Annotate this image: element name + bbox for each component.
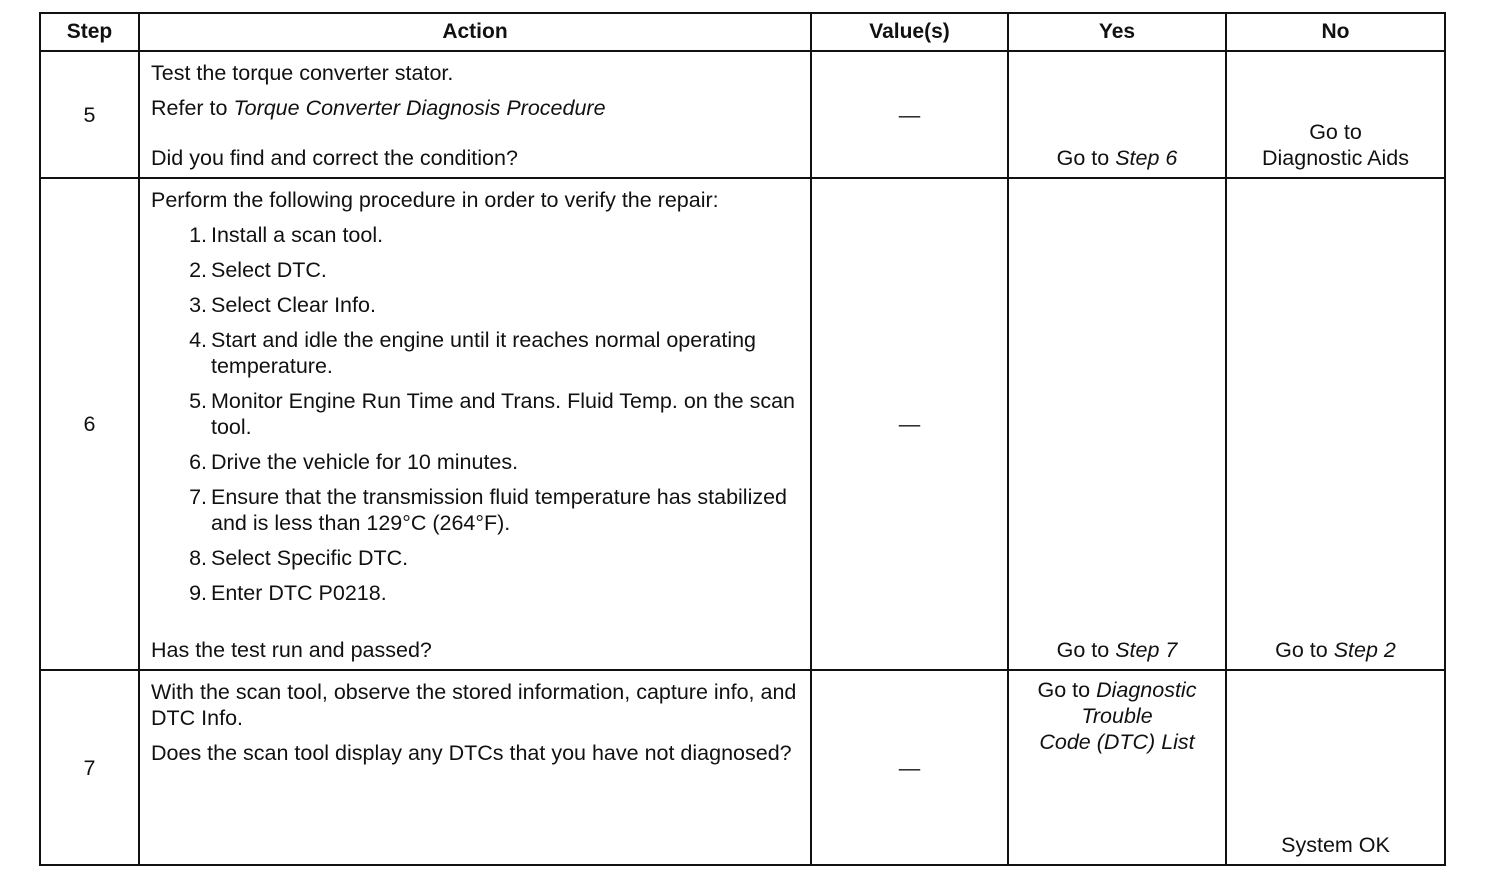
header-step: Step <box>40 13 139 51</box>
no-result: System OK <box>1281 833 1390 857</box>
no-result: Go to Step 2 <box>1275 638 1396 662</box>
no-cell <box>1226 51 1445 178</box>
step-number: 7 <box>40 670 139 865</box>
yes-cell <box>1008 670 1226 865</box>
yes-step-ref: Step 7 <box>1115 638 1178 662</box>
header-yes: Yes <box>1008 13 1226 51</box>
yes-cell <box>1008 178 1226 670</box>
header-row <box>40 13 1445 51</box>
list-item: 5. Monitor Engine Run Time and Trans. Fluid Temp. on the scan tool. <box>189 389 795 439</box>
action-cell <box>139 178 811 670</box>
action-reference: Refer to Torque Converter Diagnosis Procedure <box>151 96 606 120</box>
diagnostic-table <box>39 12 1446 866</box>
no-cell <box>1226 670 1445 865</box>
action-cell <box>139 670 811 865</box>
step-number: 5 <box>40 51 139 178</box>
yes-result: Go to Step 7 <box>1056 638 1178 662</box>
value-cell: — <box>811 670 1008 865</box>
table-row-step-5 <box>40 51 1445 178</box>
action-text: Perform the following procedure in order to verify the repair: <box>151 188 719 212</box>
yes-result: Go to Diagnostic Trouble Code (DTC) List <box>1037 678 1197 754</box>
yes-cell <box>1008 51 1226 178</box>
table-row-step-6 <box>40 178 1445 670</box>
no-result: Go to Diagnostic Aids <box>1262 120 1409 170</box>
action-cell <box>139 51 811 178</box>
no-step-ref: Step 2 <box>1333 638 1396 662</box>
yes-step-ref: Step 6 <box>1115 146 1178 170</box>
table-row-step-7 <box>40 670 1445 865</box>
header-values: Value(s) <box>811 13 1008 51</box>
list-item: 9. Enter DTC P0218. <box>189 581 387 605</box>
step-number: 6 <box>40 178 139 670</box>
list-item: 4. Start and idle the engine until it reaches normal operating temperature. <box>189 328 757 378</box>
list-item: 2. Select DTC. <box>189 258 327 282</box>
header-no: No <box>1226 13 1445 51</box>
reference-link: Torque Converter Diagnosis Procedure <box>233 96 606 120</box>
list-item: 7. Ensure that the transmission fluid temperature has stabilized and is less than 129°C (264°F). <box>189 485 788 535</box>
no-cell <box>1226 178 1445 670</box>
action-question: Has the test run and passed? <box>151 638 432 662</box>
procedure-list <box>151 222 800 606</box>
value-cell: — <box>811 178 1008 670</box>
value-cell: — <box>811 51 1008 178</box>
list-item: 1. Install a scan tool. <box>189 223 384 247</box>
action-question: Does the scan tool display any DTCs that you have not diagnosed? <box>151 741 792 765</box>
header-action: Action <box>139 13 811 51</box>
list-item: 6. Drive the vehicle for 10 minutes. <box>189 450 519 474</box>
action-text: With the scan tool, observe the stored information, capture info, and DTC Info. <box>151 680 797 730</box>
list-item: 8. Select Specific DTC. <box>189 546 409 570</box>
action-text: Test the torque converter stator. <box>151 61 454 85</box>
action-question: Did you find and correct the condition? <box>151 146 518 170</box>
list-item: 3. Select Clear Info. <box>189 293 376 317</box>
yes-result: Go to Step 6 <box>1056 146 1178 170</box>
